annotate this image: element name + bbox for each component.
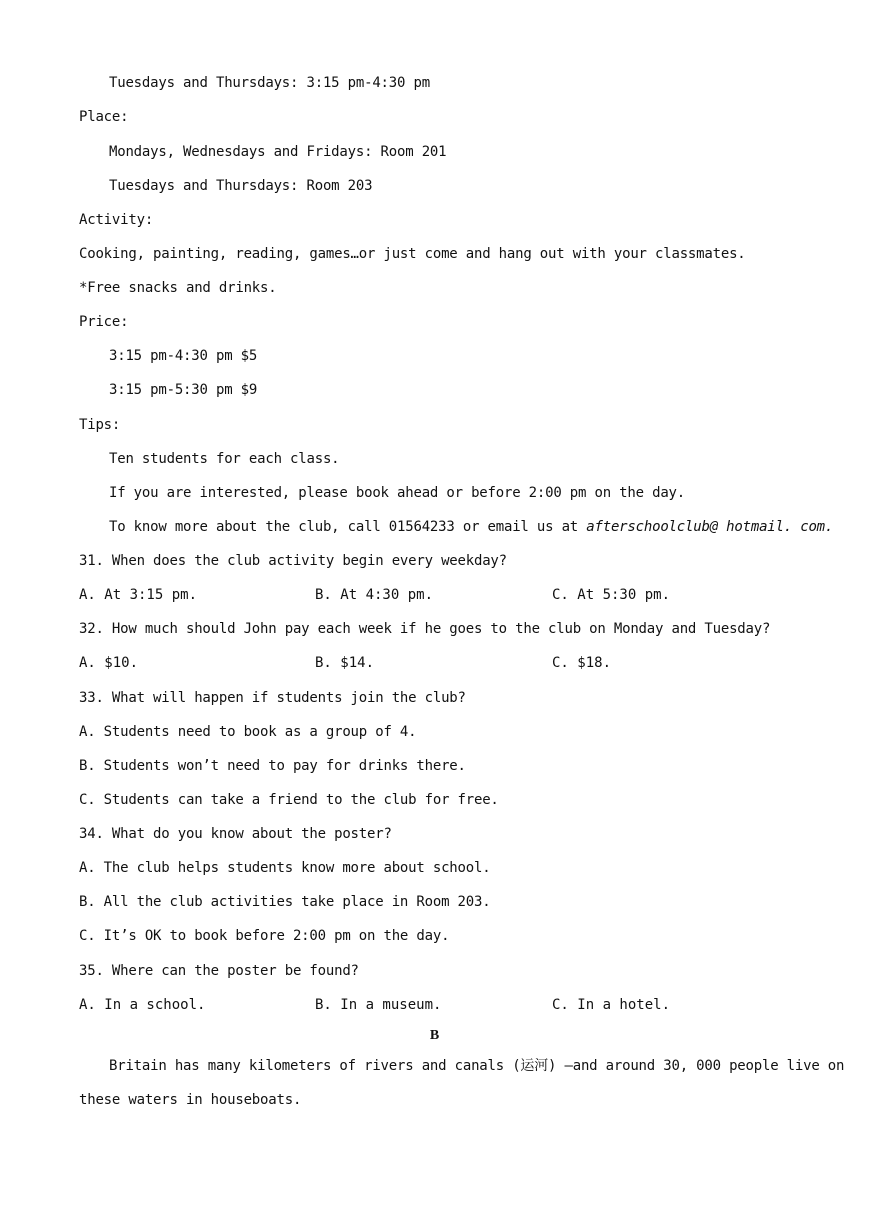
- tip-2: If you are interested, please book ahead or before 2:00 pm on the day.: [109, 485, 686, 501]
- option-b: B. Students won’t need to pay for drinks there.: [79, 758, 466, 774]
- activity-label: Activity:: [79, 212, 154, 228]
- price-label: Price:: [79, 314, 129, 330]
- activity-text: Cooking, painting, reading, games…or just come and hang out with your classmates.: [79, 246, 746, 262]
- place-label: Place:: [79, 109, 129, 125]
- option-a: A. At 3:15 pm.: [79, 587, 198, 603]
- place-tt: Tuesdays and Thursdays: Room 203: [109, 178, 373, 194]
- tips-label: Tips:: [79, 417, 121, 433]
- option-c: C. Students can take a friend to the club for free.: [79, 792, 499, 808]
- option-b: B. All the club activities take place in Room 203.: [79, 894, 491, 910]
- option-a: A. $10.: [79, 655, 139, 671]
- option-c: C. $18.: [552, 655, 612, 671]
- question-stem: 33. What will happen if students join the club?: [79, 690, 466, 706]
- question-stem: 34. What do you know about the poster?: [79, 826, 392, 842]
- option-c: C. In a hotel.: [552, 997, 671, 1013]
- time-tue-thu: Tuesdays and Thursdays: 3:15 pm-4:30 pm: [109, 75, 430, 91]
- option-c: C. At 5:30 pm.: [552, 587, 671, 603]
- question-stem: 32. How much should John pay each week if he goes to the club on Monday and Tuesday?: [79, 621, 771, 637]
- price-1: 3:15 pm-4:30 pm $5: [109, 348, 258, 364]
- option-a: A. In a school.: [79, 997, 206, 1013]
- option-a: A. The club helps students know more about school.: [79, 860, 491, 876]
- option-c: C. It’s OK to book before 2:00 pm on the day.: [79, 928, 450, 944]
- email-address: afterschoolclub@ hotmail. com.: [586, 519, 834, 535]
- option-b: B. $14.: [315, 655, 375, 671]
- tip-1: Ten students for each class.: [109, 451, 340, 467]
- tip-3: [109, 518, 833, 536]
- section-heading: B: [429, 1028, 440, 1043]
- paragraph-line: these waters in houseboats.: [79, 1092, 302, 1108]
- question-stem: 31. When does the club activity begin every weekday?: [79, 553, 507, 569]
- place-mwf: Mondays, Wednesdays and Fridays: Room 201: [109, 144, 447, 160]
- tip-3-prefix: To know more about the club, call 01564233 or email us at: [109, 519, 587, 535]
- question-stem: 35. Where can the poster be found?: [79, 963, 359, 979]
- option-a: A. Students need to book as a group of 4.: [79, 724, 417, 740]
- free-note: *Free snacks and drinks.: [79, 280, 277, 296]
- price-2: 3:15 pm-5:30 pm $9: [109, 382, 258, 398]
- option-b: B. In a museum.: [315, 997, 442, 1013]
- paragraph-line: Britain has many kilometers of rivers and canals (运河) —and around 30, 000 people live on: [109, 1058, 845, 1074]
- option-b: B. At 4:30 pm.: [315, 587, 434, 603]
